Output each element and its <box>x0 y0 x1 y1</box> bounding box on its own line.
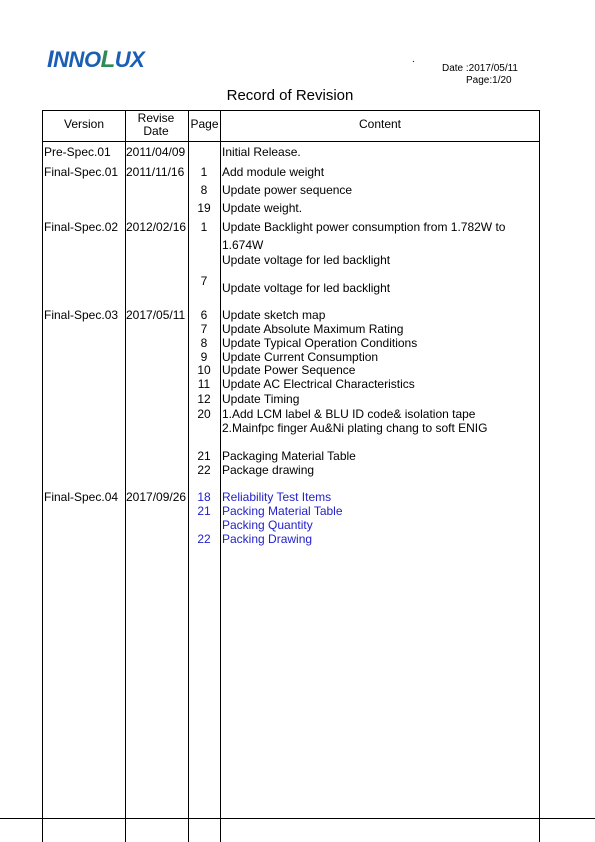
content-cell: Update Timing <box>222 392 300 406</box>
page-cell: 9 <box>200 350 208 364</box>
page-cell: 11 <box>197 377 211 391</box>
version-cell: Final-Spec.02 <box>44 220 119 234</box>
content-cell: Update Absolute Maximum Rating <box>222 322 404 336</box>
content-cell: 1.Add LCM label & BLU ID code& isolation tape <box>222 407 476 421</box>
page-cell: 7 <box>200 274 208 288</box>
content-cell: Update Current Consumption <box>222 350 379 364</box>
page-cell: 22 <box>197 463 211 477</box>
page-cell: 20 <box>197 407 211 421</box>
content-cell: Packing Material Table <box>222 504 343 518</box>
version-cell: Pre-Spec.01 <box>44 145 111 159</box>
content-cell: 2.Mainfpc finger Au&Ni plating chang to soft ENIG <box>222 421 488 435</box>
page-cell: 18 <box>197 490 211 504</box>
header-bottom-border <box>42 141 540 142</box>
header-date: Date :2017/05/11 <box>442 63 518 74</box>
col-border-page <box>220 110 221 842</box>
page-cell: 22 <box>197 532 211 546</box>
content-cell: Packaging Material Table <box>222 449 356 463</box>
logo-text: INNOLUX <box>47 46 145 73</box>
col-border-left <box>42 110 43 842</box>
page-cell: 1 <box>200 165 208 179</box>
version-cell: Final-Spec.04 <box>44 490 119 504</box>
page-cell: 21 <box>197 449 211 463</box>
content-cell: Update AC Electrical Characteristics <box>222 377 415 391</box>
content-cell: 1.674W <box>222 238 264 252</box>
date-cell: 2012/02/16 <box>126 220 187 234</box>
content-cell: Update power sequence <box>222 183 353 197</box>
content-cell: Update voltage for led backlight <box>222 281 391 295</box>
version-cell: Final-Spec.01 <box>44 165 119 179</box>
date-cell: 2011/04/09 <box>126 145 186 159</box>
page-cell: 10 <box>197 363 211 377</box>
content-cell: Update Typical Operation Conditions <box>222 336 418 350</box>
header-content: Content <box>358 117 402 131</box>
content-cell: Initial Release. <box>222 145 301 159</box>
header-page-number: Page:1/20 <box>466 75 512 86</box>
date-cell: 2017/09/26 <box>126 490 187 504</box>
content-cell: Packing Drawing <box>222 532 313 546</box>
innolux-logo <box>47 48 144 72</box>
content-cell: Add module weight <box>222 165 325 179</box>
header-page: Page <box>190 117 219 131</box>
content-cell: Package drawing <box>222 463 315 477</box>
table-bottom-line <box>0 818 595 819</box>
content-cell: Update Power Sequence <box>222 363 356 377</box>
page-cell: 1 <box>200 220 208 234</box>
page-cell: 8 <box>200 336 208 350</box>
page-cell: 19 <box>197 201 211 215</box>
header-version: Version <box>63 117 105 131</box>
content-cell: Update Backlight power consumption from 1.782W to <box>222 220 506 234</box>
page-cell: 21 <box>197 504 211 518</box>
content-cell: Packing Quantity <box>222 518 313 532</box>
version-cell: Final-Spec.03 <box>44 308 119 322</box>
date-cell: 2017/05/11 <box>126 308 186 322</box>
page-cell: 6 <box>200 308 208 322</box>
page-cell: 12 <box>197 392 211 406</box>
header-revise-date: Revise Date <box>137 111 175 138</box>
page-cell: 8 <box>200 183 208 197</box>
content-cell: Reliability Test Items <box>222 490 332 504</box>
col-border-right <box>539 110 540 842</box>
page-cell: 7 <box>200 322 208 336</box>
page-title: Record of Revision <box>226 87 354 104</box>
content-cell: Update weight. <box>222 201 303 215</box>
header-dot: . <box>412 54 415 65</box>
date-cell: 2011/11/16 <box>126 165 185 179</box>
content-cell: Update sketch map <box>222 308 326 322</box>
content-cell: Update voltage for led backlight <box>222 253 391 267</box>
table-top-border <box>42 110 540 111</box>
